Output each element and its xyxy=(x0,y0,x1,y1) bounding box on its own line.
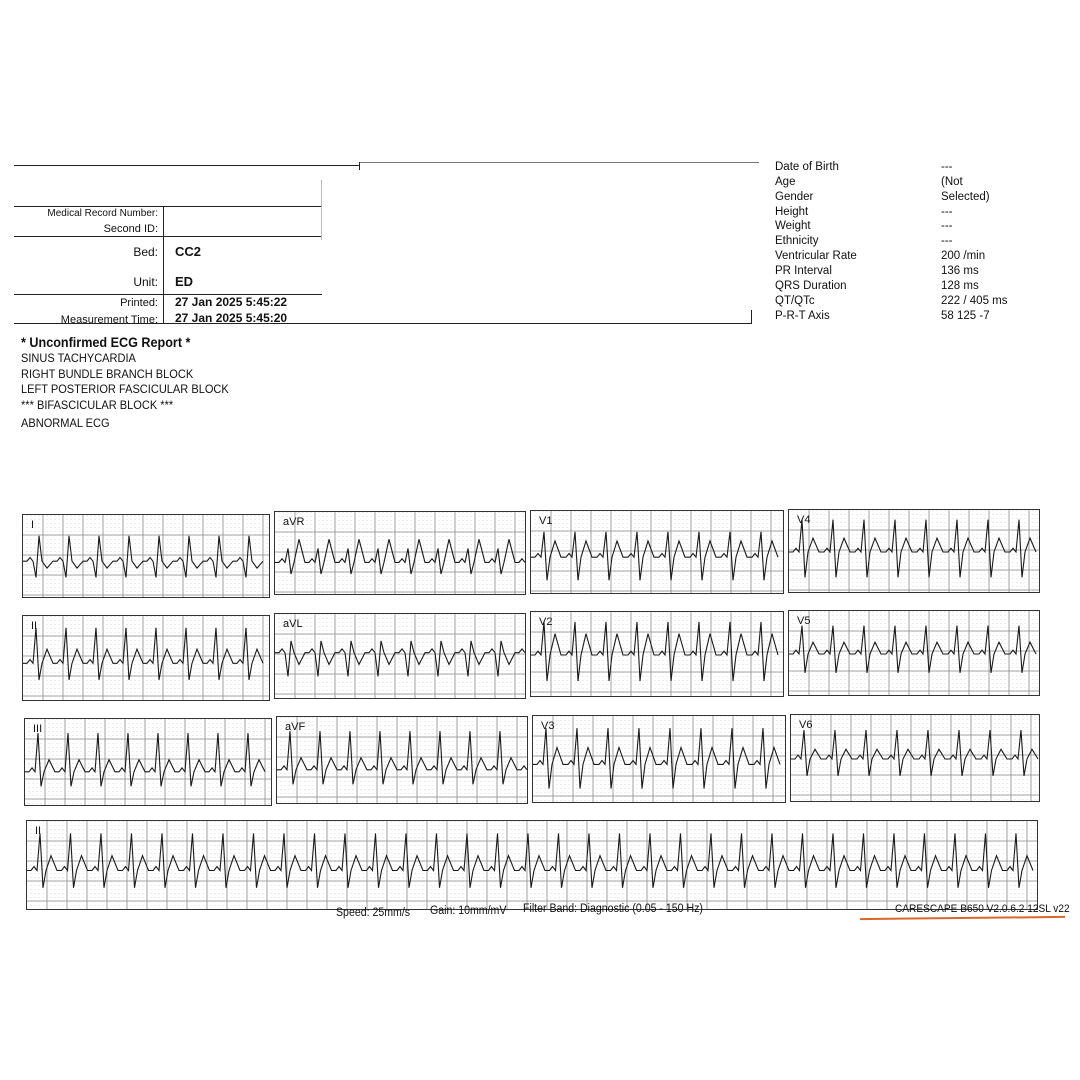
ecg-waveform xyxy=(275,539,525,574)
filter-band-setting: Filter Band: Diagnostic (0.05 - 150 Hz) xyxy=(523,903,703,915)
lead-strip-iii xyxy=(24,718,272,806)
ecg-trace xyxy=(275,512,526,595)
demo-value: 222 / 405 ms xyxy=(941,295,1008,307)
lead-label: aVL xyxy=(283,618,303,630)
ecg-trace xyxy=(531,511,784,594)
lead-strip-v1 xyxy=(530,510,784,594)
patient-box-right-edge xyxy=(321,180,322,240)
ecg-trace xyxy=(277,717,528,804)
demo-value: Selected) xyxy=(941,191,990,203)
ecg-trace xyxy=(791,715,1040,802)
demo-label: Height xyxy=(775,206,809,218)
demo-value: (Not xyxy=(941,176,963,188)
printed-label: Printed: xyxy=(120,297,158,309)
measurement-time-value: 27 Jan 2025 5:45:20 xyxy=(175,311,288,325)
ecg-trace xyxy=(789,611,1040,696)
lead-strip-avf xyxy=(276,716,528,804)
ecg-waveform xyxy=(531,532,778,581)
ecg-waveform xyxy=(789,626,1036,673)
ecg-trace xyxy=(789,510,1040,593)
ecg-waveform xyxy=(791,730,1038,776)
ecg-trace xyxy=(25,719,272,806)
lead-strip-v4 xyxy=(788,509,1040,593)
demo-value: 128 ms xyxy=(941,280,979,292)
unit-value: ED xyxy=(175,274,194,289)
speed-setting: Speed: 25mm/s xyxy=(336,907,411,919)
rhythm-strip-ii xyxy=(26,820,1038,910)
bed-value: CC2 xyxy=(175,244,202,259)
gain-setting: Gain: 10mm/mV xyxy=(430,905,507,917)
ecg-waveform xyxy=(789,520,1036,578)
demo-label: Gender xyxy=(775,191,814,203)
lead-label: V4 xyxy=(797,514,811,526)
demo-label: Ethnicity xyxy=(775,235,819,247)
medical-record-label: Medical Record Number: xyxy=(47,208,158,219)
demo-value: --- xyxy=(941,206,953,218)
ecg-trace xyxy=(23,616,270,701)
lead-label: V3 xyxy=(541,720,555,732)
patient-box-divider xyxy=(163,206,164,324)
lead-label: V1 xyxy=(539,515,553,527)
demo-value: --- xyxy=(941,235,953,247)
demo-label: PR Interval xyxy=(775,265,832,277)
report-line: SINUS TACHYCARDIA xyxy=(21,351,136,365)
lead-label: II xyxy=(35,825,42,837)
demo-value: --- xyxy=(941,161,953,173)
measurement-time-label: Measurement Time: xyxy=(60,314,158,326)
demo-value: 136 ms xyxy=(941,265,979,277)
demo-label: Age xyxy=(775,176,796,188)
lead-label: aVR xyxy=(283,516,305,528)
bed-label: Bed: xyxy=(133,245,158,259)
header-right-tick xyxy=(751,310,752,324)
ecg-trace xyxy=(27,821,1038,910)
demo-label: P-R-T Axis xyxy=(775,310,830,322)
unit-label: Unit: xyxy=(133,275,158,289)
lead-strip-ii xyxy=(22,615,270,701)
header-tick xyxy=(359,162,360,170)
lead-label: II xyxy=(31,620,38,632)
ecg-trace xyxy=(23,515,270,598)
lead-strip-avl xyxy=(274,613,526,699)
report-line: ABNORMAL ECG xyxy=(21,416,110,430)
lead-strip-v2 xyxy=(530,611,784,697)
second-id-label: Second ID: xyxy=(103,223,158,235)
demo-label: QT/QTc xyxy=(775,295,815,307)
report-title: * Unconfirmed ECG Report * xyxy=(21,334,191,350)
lead-strip-v5 xyxy=(788,610,1040,696)
lead-label: V2 xyxy=(539,616,553,628)
ecg-trace xyxy=(275,614,526,699)
report-line: *** BIFASCICULAR BLOCK *** xyxy=(21,398,174,412)
report-line: RIGHT BUNDLE BRANCH BLOCK xyxy=(21,367,194,381)
demo-value: 58 125 -7 xyxy=(941,310,990,322)
demo-value: 200 /min xyxy=(941,250,986,262)
lead-strip-v6 xyxy=(790,714,1040,802)
demo-label: Weight xyxy=(775,220,811,232)
header-top-rule-right xyxy=(359,162,759,163)
ecg-waveform xyxy=(275,641,525,677)
lead-label: V5 xyxy=(797,615,811,627)
ecg-trace xyxy=(531,612,784,697)
ecg-trace xyxy=(533,716,786,803)
patient-box-top xyxy=(14,206,322,207)
ecg-waveform xyxy=(277,731,527,784)
lead-label: V6 xyxy=(799,719,813,731)
lead-label: aVF xyxy=(285,721,306,733)
device-underline xyxy=(860,916,1065,920)
demo-value: --- xyxy=(941,220,953,232)
lead-label: I xyxy=(31,519,35,531)
report-line: LEFT POSTERIOR FASCICULAR BLOCK xyxy=(21,382,229,396)
printed-value: 27 Jan 2025 5:45:22 xyxy=(175,295,288,309)
demo-label: Ventricular Rate xyxy=(775,250,857,262)
ecg-waveform xyxy=(27,833,1033,887)
demo-label: Date of Birth xyxy=(775,161,839,173)
header-top-rule xyxy=(14,165,359,166)
patient-box-mid1 xyxy=(14,236,322,237)
lead-strip-v3 xyxy=(532,715,786,803)
device-version: CARESCAPE B650 V2.0.6.2 12SL v22 xyxy=(895,903,1070,915)
demo-label: QRS Duration xyxy=(775,280,847,292)
lead-strip-avr xyxy=(274,511,526,595)
ecg-waveform xyxy=(533,728,780,789)
lead-label: III xyxy=(33,723,43,735)
lead-strip-i xyxy=(22,514,270,598)
